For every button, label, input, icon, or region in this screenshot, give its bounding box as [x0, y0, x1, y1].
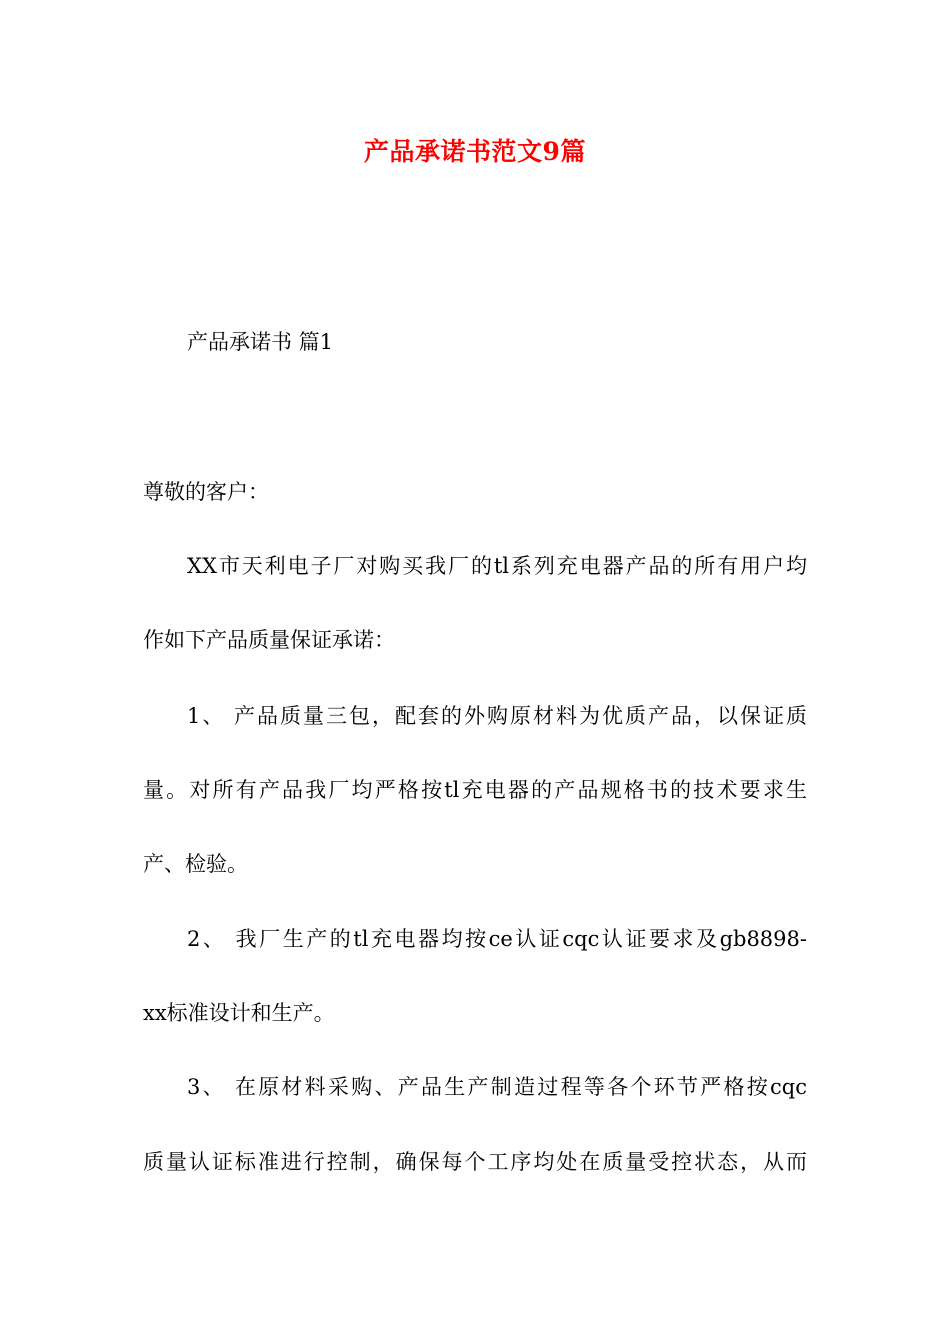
paragraph-3-line-1: 2、 我厂生产的tl充电器均按ce认证cqc认证要求及gb8898- — [187, 927, 807, 951]
paragraph-2-line-3: 产、检验。 — [143, 852, 248, 876]
paragraph-2-line-2: 量。对所有产品我厂均严格按tl充电器的产品规格书的技术要求生 — [143, 778, 807, 802]
paragraph-3-line-2: xx标准设计和生产。 — [143, 1001, 335, 1025]
paragraph-1-line-1: XX市天利电子厂对购买我厂的tl系列充电器产品的所有用户均 — [187, 554, 807, 578]
salutation: 尊敬的客户： — [143, 480, 269, 504]
document-title: 产品承诺书范文9篇 — [364, 137, 586, 166]
paragraph-4-line-2: 质量认证标准进行控制，确保每个工序均处在质量受控状态，从而 — [143, 1150, 807, 1174]
paragraph-1-line-2: 作如下产品质量保证承诺： — [143, 628, 395, 652]
paragraph-4-line-1: 3、 在原材料采购、产品生产制造过程等各个环节严格按cqc — [187, 1075, 807, 1099]
paragraph-2-line-1: 1、 产品质量三包，配套的外购原材料为优质产品，以保证质 — [187, 704, 807, 728]
section-heading: 产品承诺书 篇1 — [187, 330, 334, 354]
